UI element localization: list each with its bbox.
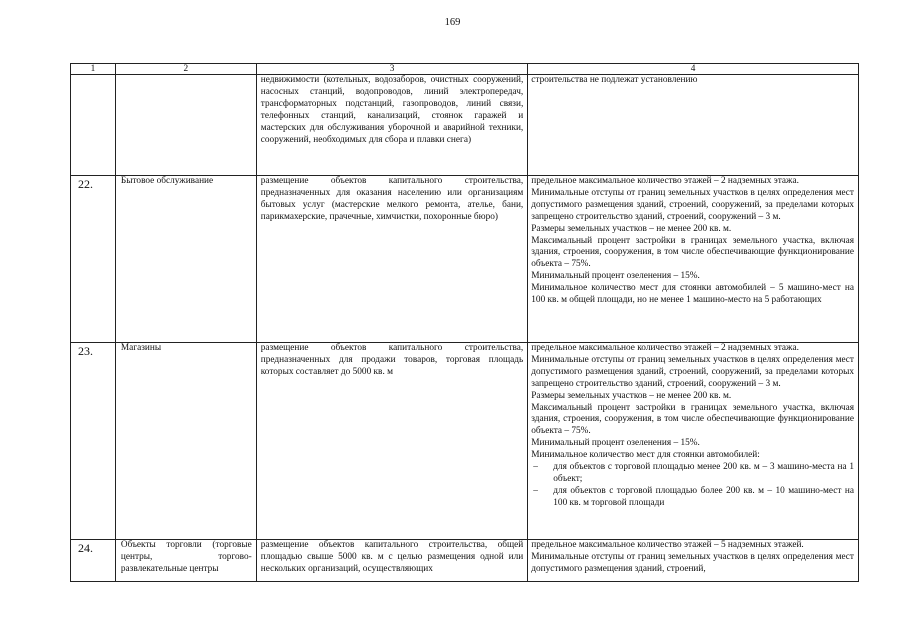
row-parameters	[528, 176, 859, 343]
param-line: предельное максимальное количество этажей – 5 надземных этажей.	[531, 540, 804, 550]
param-line: Минимальный процент озеленения – 15%.	[531, 271, 700, 282]
table-header-row	[71, 64, 859, 75]
dash-bullet-icon: –	[533, 485, 538, 496]
dash-bullet-icon: –	[533, 462, 538, 473]
row-description: недвижимости (котельных, водозаборов, очистных сооружений, насосных станций, водопроводов, линий электропередач, трансформаторных подстанций, газопроводов, линий связи, телефонных станций, канализаций, стоянок гаражей и мастерских для обслуживания уборочной и аварийной техники, сооружений, необходимых для сбора и плавки снега)	[256, 75, 528, 176]
row-name: Бытовое обслуживание	[115, 176, 256, 343]
header-col-3: 3	[256, 64, 528, 75]
header-col-2: 2	[115, 64, 256, 75]
table-row	[71, 343, 859, 540]
row-description: размещение объектов капитального строительства, предназначенных для оказания населению или организациям бытовых услуг (мастерские мелкого ремонта, ателье, бани, парикмахерские, прачечные, химчистки, похоронные бюро)	[256, 176, 528, 343]
row-name	[115, 75, 256, 176]
table-row	[71, 176, 859, 343]
row-name: Объекты торговли (торговые центры, торгово-развлекательные центры	[115, 540, 256, 582]
bullet-item	[531, 486, 854, 510]
row-number: 22.	[71, 176, 116, 343]
bullet-item	[531, 462, 854, 486]
regulations-table	[70, 63, 859, 582]
row-parameters	[528, 75, 859, 176]
bullet-text: для объектов с торговой площадью менее 200 кв. м – 3 машино-места на 1 объект;	[553, 462, 854, 484]
param-line: Размеры земельных участков – не менее 200 кв. м.	[531, 223, 732, 234]
table-row	[71, 75, 859, 176]
row-parameters	[528, 343, 859, 540]
param-line: Максимальный процент застройки в границах земельного участка, включая здания, строения, сооружения, в том числе обеспечивающие функционирование объекта – 75%.	[531, 235, 854, 270]
row-number: 24.	[71, 540, 116, 582]
param-line: предельное максимальное количество этажей – 2 надземных этажа.	[531, 343, 799, 353]
row-description: размещение объектов капитального строительства, общей площадью свыше 5000 кв. м с целью размещения одной или нескольких организаций, осуществляющих	[256, 540, 528, 582]
param-line: Минимальные отступы от границ земельных участков в целях определения мест допустимого размещения зданий, строений, сооружений, за пределами которых запрещено строительство зданий, строений, сооружений – 3 м.	[531, 187, 854, 222]
row-parameters	[528, 540, 859, 582]
param-line: Минимальные отступы от границ земельных участков в целях определения мест допустимого размещения зданий, строений, сооружений, за пределами которых запрещено строительство зданий, строений, сооружений – 3 м.	[531, 354, 854, 389]
param-line: Максимальный процент застройки в границах земельного участка, включая здания, строения, сооружения, в том числе обеспечивающие функционирование объекта – 75%.	[531, 402, 854, 437]
row-description: размещение объектов капитального строительства, предназначенных для продажи товаров, торговая площадь которых составляет до 5000 кв. м	[256, 343, 528, 540]
param-line: Минимальное количество мест для стоянки автомобилей – 5 машино-мест на 100 кв. м общей площади, но не менее 1 машино-место на 5 работающих	[531, 283, 854, 306]
table-row	[71, 540, 859, 582]
page-number: 169	[444, 17, 461, 28]
param-line: Размеры земельных участков – не менее 200 кв. м.	[531, 390, 732, 401]
param-line: строительства не подлежат установлению	[531, 75, 698, 85]
row-number	[71, 75, 116, 176]
header-col-1: 1	[71, 64, 116, 75]
header-col-4: 4	[528, 64, 859, 75]
row-number: 23.	[71, 343, 116, 540]
bullet-text: для объектов с торговой площадью более 200 кв. м – 10 машино-мест на 100 кв. м торговой площади	[553, 485, 854, 508]
param-line: Минимальные отступы от границ земельных участков в целях определения мест допустимого размещения зданий, строений,	[531, 551, 854, 574]
row-name: Магазины	[115, 343, 256, 540]
param-line: Минимальное количество мест для стоянки автомобилей:	[531, 450, 760, 461]
param-line: Минимальный процент озеленения – 15%.	[531, 438, 700, 449]
param-line: предельное максимальное количество этажей – 2 надземных этажа.	[531, 176, 799, 186]
